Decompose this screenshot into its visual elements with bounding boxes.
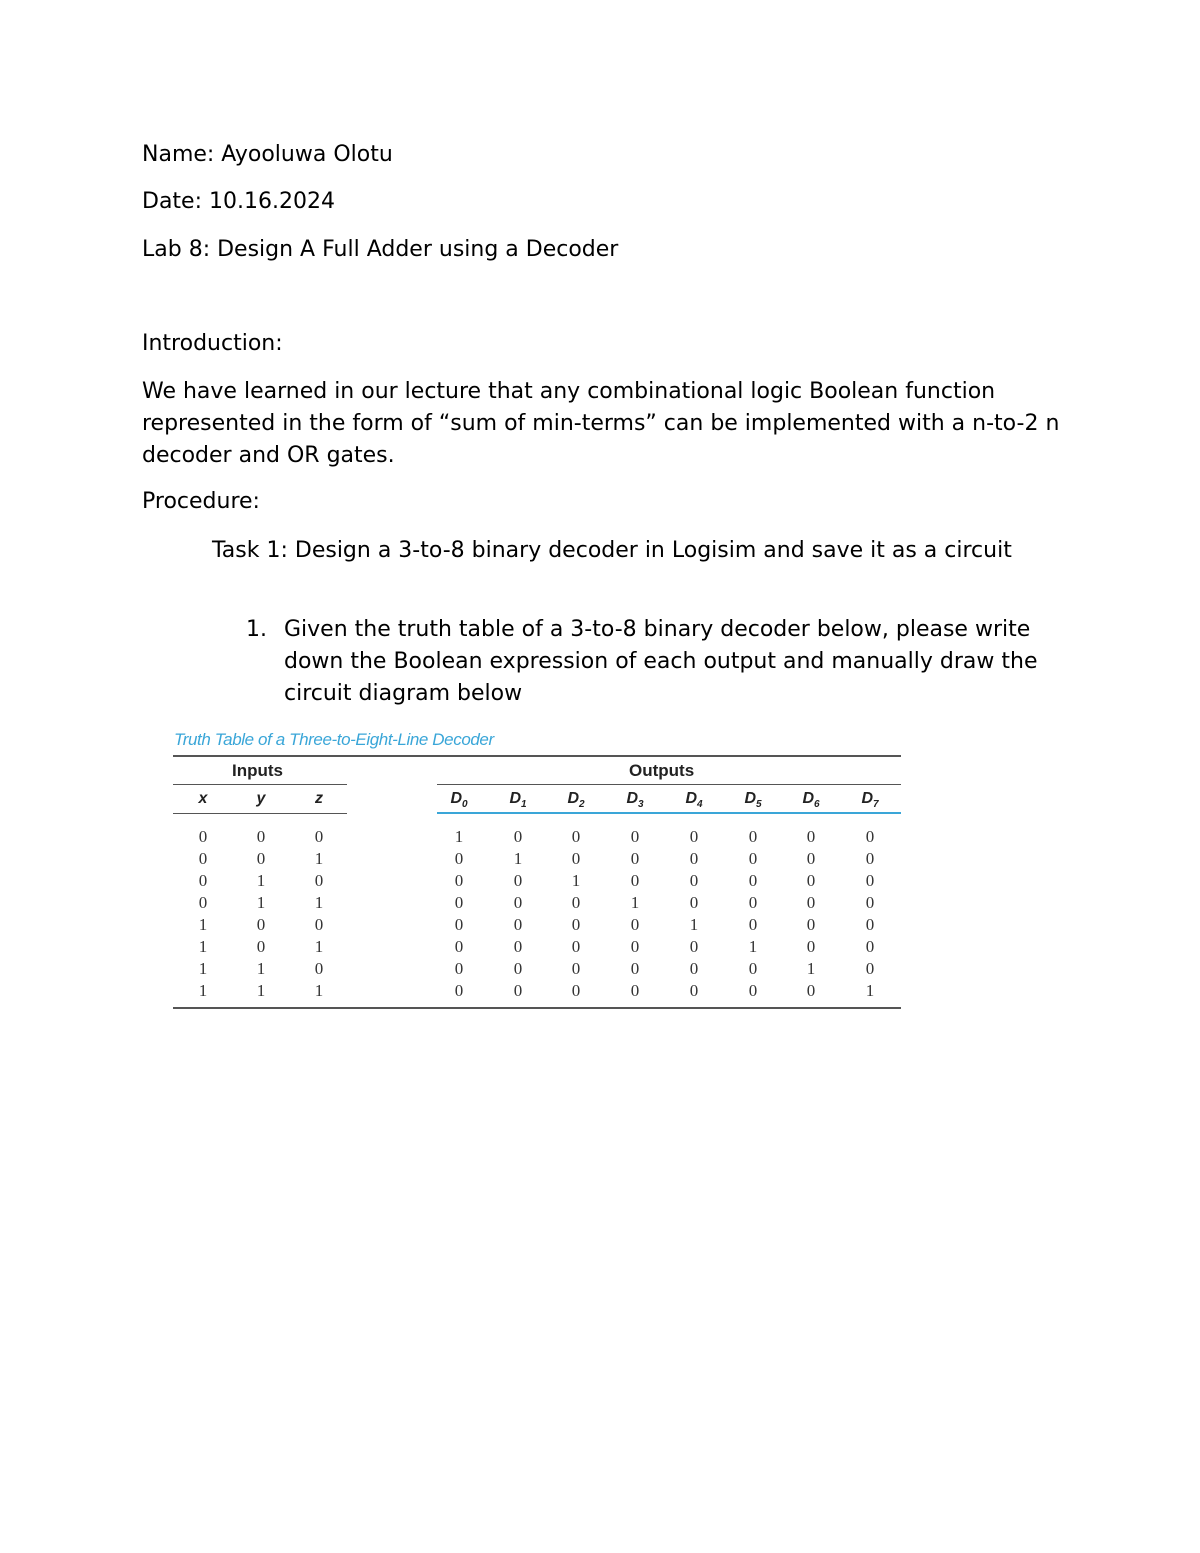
table-cell: 0 <box>689 827 699 846</box>
col-header-d2-base: D <box>567 790 579 807</box>
col-header-d7-base: D <box>861 790 873 807</box>
introduction-paragraph: We have learned in our lecture that any combinational logic Boolean function represented in the form of “sum of min-terms” can be implemented with a n-to-2 n decoder and OR gates. <box>142 379 1060 468</box>
table-cell: 0 <box>571 937 581 956</box>
table-cell: 0 <box>865 827 875 846</box>
col-header-d7 <box>850 790 890 810</box>
table-cell: 0 <box>806 937 816 956</box>
table-cell: 0 <box>806 827 816 846</box>
table-cell: 0 <box>748 827 758 846</box>
truth-table-caption: Truth Table of a Three-to-Eight-Line Decoder <box>174 730 494 749</box>
table-cell: 0 <box>454 849 464 868</box>
table-cell: 0 <box>748 871 758 890</box>
document-date: Date: 10.16.2024 <box>142 189 335 214</box>
lab-title: Lab 8: Design A Full Adder using a Decoder <box>142 237 619 262</box>
col-header-d3-sub: 3 <box>638 799 644 811</box>
table-cell: 0 <box>806 915 816 934</box>
table-cell: 0 <box>689 871 699 890</box>
table-cell: 0 <box>454 871 464 890</box>
introduction-heading: Introduction: <box>142 331 283 356</box>
table-cell: 0 <box>198 871 208 890</box>
table-cell: 0 <box>865 937 875 956</box>
table-cell: 0 <box>314 871 324 890</box>
col-header-d0 <box>439 790 479 810</box>
table-cell: 1 <box>571 871 581 890</box>
procedure-step-1 <box>246 614 1046 710</box>
col-header-y: y <box>256 790 266 807</box>
outputs-group-rule <box>437 784 901 785</box>
table-cell: 0 <box>689 849 699 868</box>
col-header-d7-sub: 7 <box>873 799 879 811</box>
table-top-rule <box>173 755 901 757</box>
table-cell: 0 <box>571 893 581 912</box>
table-cell: 0 <box>865 849 875 868</box>
table-cell: 0 <box>748 981 758 1000</box>
table-cell: 0 <box>689 937 699 956</box>
table-cell: 0 <box>513 915 523 934</box>
col-header-d3-base: D <box>626 790 638 807</box>
table-cell: 0 <box>256 937 266 956</box>
table-cell: 0 <box>454 937 464 956</box>
table-cell: 0 <box>630 871 640 890</box>
table-cell: 0 <box>454 959 464 978</box>
table-cell: 0 <box>513 981 523 1000</box>
col-header-d1-base: D <box>509 790 521 807</box>
table-cell: 1 <box>256 981 266 1000</box>
table-cell: 0 <box>806 849 816 868</box>
inputs-group-rule <box>173 784 347 785</box>
table-cell: 1 <box>256 871 266 890</box>
table-cell: 1 <box>454 827 464 846</box>
table-cell: 1 <box>314 849 324 868</box>
table-cell: 0 <box>689 959 699 978</box>
table-cell: 1 <box>865 981 875 1000</box>
table-cell: 0 <box>513 827 523 846</box>
table-cell: 0 <box>865 871 875 890</box>
col-header-d5-base: D <box>744 790 756 807</box>
table-cell: 1 <box>513 849 523 868</box>
table-cell: 1 <box>198 937 208 956</box>
table-cell: 0 <box>513 893 523 912</box>
table-cell: 0 <box>314 827 324 846</box>
table-cell: 0 <box>689 981 699 1000</box>
table-cell: 0 <box>198 827 208 846</box>
table-cell: 1 <box>256 893 266 912</box>
table-cell: 1 <box>198 915 208 934</box>
table-cell: 0 <box>571 915 581 934</box>
procedure-heading: Procedure: <box>142 489 260 514</box>
table-cell: 0 <box>513 871 523 890</box>
table-cell: 1 <box>630 893 640 912</box>
col-header-d4-base: D <box>685 790 697 807</box>
step-number: 1. <box>246 617 267 642</box>
outputs-group-heading: Outputs <box>629 761 695 780</box>
inputs-group-heading: Inputs <box>232 761 283 780</box>
table-cell: 0 <box>806 871 816 890</box>
table-cell: 1 <box>198 959 208 978</box>
col-header-d3 <box>615 790 655 810</box>
task-1-description: Task 1: Design a 3-to-8 binary decoder in Logisim and save it as a circuit <box>212 538 1012 563</box>
table-cell: 0 <box>571 981 581 1000</box>
table-cell: 0 <box>454 981 464 1000</box>
table-cell: 0 <box>314 915 324 934</box>
table-cell: 0 <box>571 827 581 846</box>
outputs-header-rule <box>437 812 901 814</box>
truth-table-figure <box>173 726 901 1016</box>
table-cell: 0 <box>630 849 640 868</box>
col-header-d5-sub: 5 <box>756 799 762 811</box>
table-bottom-rule <box>173 1007 901 1009</box>
table-cell: 0 <box>630 937 640 956</box>
table-cell: 0 <box>748 959 758 978</box>
table-cell: 1 <box>314 981 324 1000</box>
col-header-d2-sub: 2 <box>579 799 585 811</box>
table-cell: 0 <box>630 915 640 934</box>
col-header-d4-sub: 4 <box>697 799 703 811</box>
table-cell: 0 <box>748 893 758 912</box>
table-cell: 0 <box>314 959 324 978</box>
table-cell: 0 <box>513 937 523 956</box>
table-cell: 1 <box>314 893 324 912</box>
col-header-d2 <box>556 790 596 810</box>
col-header-d6-base: D <box>802 790 814 807</box>
table-cell: 0 <box>630 981 640 1000</box>
col-header-d5 <box>733 790 773 810</box>
student-name: Name: Ayooluwa Olotu <box>142 142 393 167</box>
table-cell: 1 <box>198 981 208 1000</box>
col-header-d4 <box>674 790 714 810</box>
table-cell: 0 <box>748 849 758 868</box>
table-cell: 0 <box>256 915 266 934</box>
table-cell: 1 <box>748 937 758 956</box>
table-cell: 0 <box>513 959 523 978</box>
table-cell: 0 <box>865 959 875 978</box>
table-cell: 1 <box>689 915 699 934</box>
col-header-d6 <box>791 790 831 810</box>
table-cell: 0 <box>198 849 208 868</box>
table-cell: 0 <box>571 959 581 978</box>
table-cell: 1 <box>314 937 324 956</box>
table-cell: 0 <box>689 893 699 912</box>
table-cell: 0 <box>748 915 758 934</box>
col-header-d0-base: D <box>450 790 462 807</box>
step-text: Given the truth table of a 3-to-8 binary decoder below, please write down the Boolean expression of each output and manually draw the circuit diagram below <box>284 617 1038 706</box>
table-cell: 0 <box>198 893 208 912</box>
table-cell: 0 <box>630 959 640 978</box>
table-cell: 0 <box>256 849 266 868</box>
table-cell: 0 <box>806 981 816 1000</box>
table-cell: 0 <box>806 893 816 912</box>
table-cell: 0 <box>256 827 266 846</box>
table-cell: 0 <box>630 827 640 846</box>
table-cell: 0 <box>454 915 464 934</box>
col-header-z: z <box>315 790 323 807</box>
table-cell: 0 <box>865 915 875 934</box>
table-cell: 0 <box>865 893 875 912</box>
inputs-header-rule <box>173 813 347 814</box>
col-header-d6-sub: 6 <box>814 799 820 811</box>
col-header-x: x <box>198 790 208 807</box>
col-header-d0-sub: 0 <box>462 799 468 811</box>
col-header-d1 <box>498 790 538 810</box>
table-cell: 0 <box>571 849 581 868</box>
table-cell: 1 <box>806 959 816 978</box>
col-header-d1-sub: 1 <box>521 799 527 811</box>
table-cell: 1 <box>256 959 266 978</box>
table-cell: 0 <box>454 893 464 912</box>
